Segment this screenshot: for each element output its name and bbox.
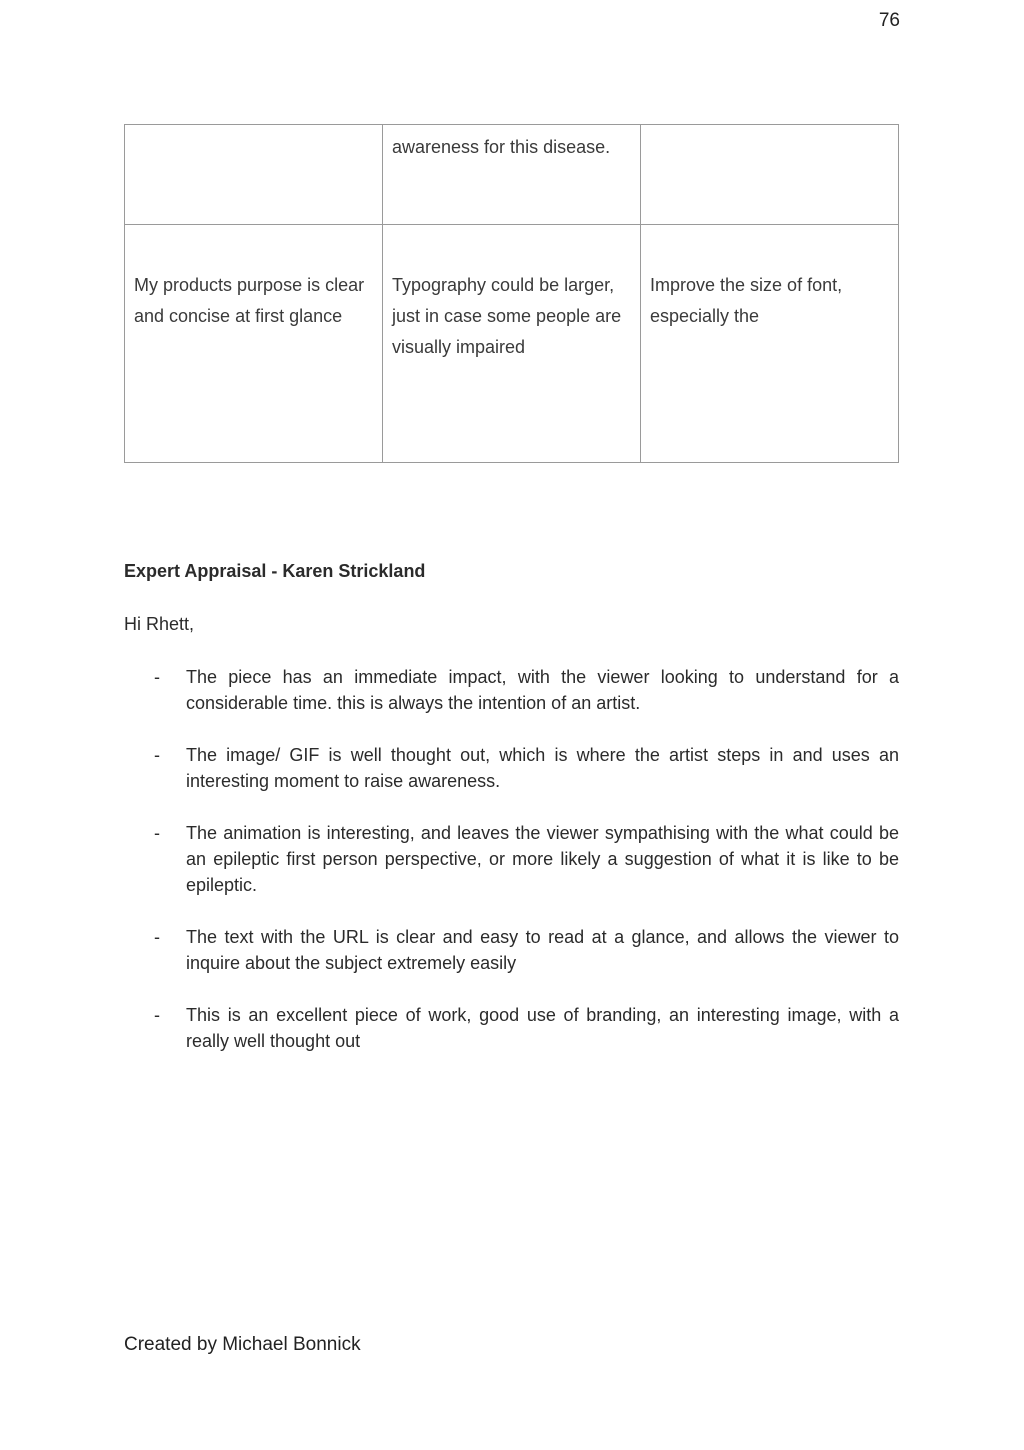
bullet-dash: - bbox=[154, 1005, 160, 1025]
list-item-text: The animation is interesting, and leaves the viewer sympathising with the what could be an epileptic first person perspective, or more likely a suggestion of what it is like to be epileptic. bbox=[186, 823, 899, 895]
list-item-text: This is an excellent piece of work, good use of branding, an interesting image, with a really well thought out bbox=[186, 1005, 899, 1051]
table-cell bbox=[641, 125, 899, 225]
table-row bbox=[125, 125, 899, 225]
bullet-dash: - bbox=[154, 667, 160, 687]
list-item bbox=[124, 820, 899, 898]
greeting: Hi Rhett, bbox=[124, 614, 195, 634]
list-item bbox=[124, 664, 899, 716]
list-item bbox=[124, 742, 899, 794]
bullet-dash: - bbox=[154, 927, 160, 947]
table-cell: Improve the size of font, especially the bbox=[641, 225, 899, 463]
list-item-text: The piece has an immediate impact, with the viewer looking to understand for a considerable time. this is always the intention of an artist. bbox=[186, 667, 899, 713]
table-cell: My products purpose is clear and concise at first glance bbox=[125, 225, 383, 463]
section-heading: Expert Appraisal - Karen Strickland bbox=[124, 561, 426, 581]
table-cell: Typography could be larger, just in case some people are visually impaired bbox=[383, 225, 641, 463]
table-cell bbox=[125, 125, 383, 225]
list-item-text: The text with the URL is clear and easy to read at a glance, and allows the viewer to inquire about the subject extremely easily bbox=[186, 927, 899, 973]
appraisal-list bbox=[124, 664, 899, 1080]
bullet-dash: - bbox=[154, 745, 160, 765]
list-item bbox=[124, 924, 899, 976]
bullet-dash: - bbox=[154, 823, 160, 843]
list-item bbox=[124, 1002, 899, 1054]
footer-credit: Created by Michael Bonnick bbox=[124, 1334, 361, 1355]
feedback-table bbox=[124, 124, 899, 463]
table-cell: awareness for this disease. bbox=[383, 125, 641, 225]
list-item-text: The image/ GIF is well thought out, which is where the artist steps in and uses an interesting moment to raise awareness. bbox=[186, 745, 899, 791]
table-row bbox=[125, 225, 899, 463]
page-number: 76 bbox=[878, 10, 900, 31]
